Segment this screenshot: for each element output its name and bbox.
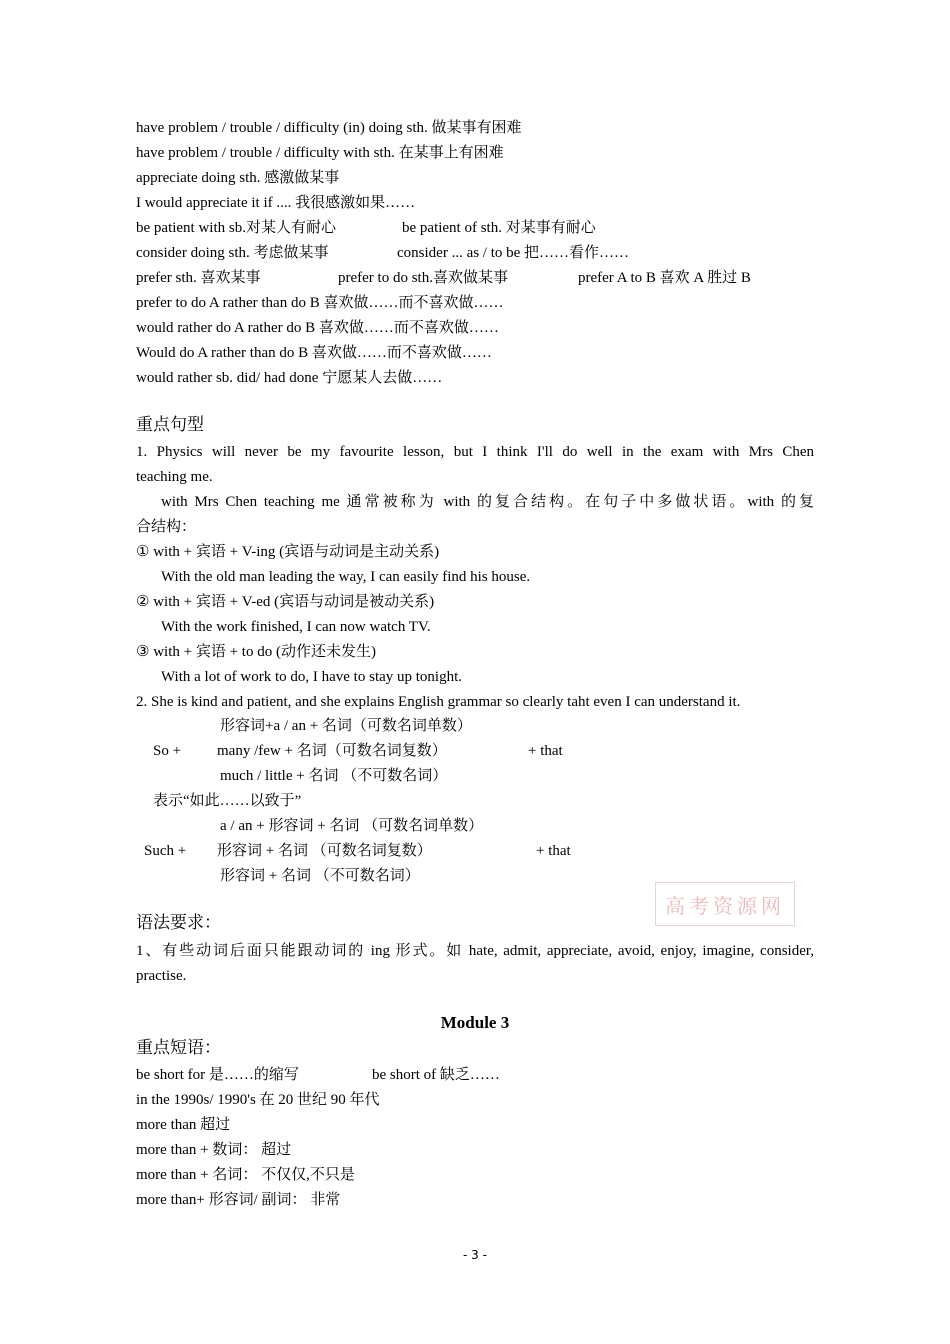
phrase-line: have problem / trouble / difficulty (in) doing sth. 做某事有困难 xyxy=(136,120,522,136)
phrase-line: prefer A to B 喜欢 A 胜过 B xyxy=(578,270,751,286)
phrase-line: in the 1990s/ 1990's 在 20 世纪 90 年代 xyxy=(136,1092,380,1108)
meaning-note: 表示“如此……以致于” xyxy=(153,793,302,809)
phrase-line: more than+ 形容词/ 副词： 非常 xyxy=(136,1192,341,1208)
so-row-2: many /few + 名词（可数名词复数） xyxy=(217,743,447,759)
such-row-2: 形容词 + 名词 （可数名词复数） xyxy=(217,843,432,859)
module-title: Module 3 xyxy=(440,1013,510,1032)
such-label: Such + xyxy=(144,843,187,859)
pattern-3: ③ with + 宾语 + to do (动作还未发生) xyxy=(136,644,376,660)
example-2: With the work finished, I can now watch TV. xyxy=(161,619,431,635)
watermark-stamp: 高考资源网 xyxy=(655,882,795,926)
section-heading-sentences: 重点句型 xyxy=(136,415,204,434)
structure-note-cont: 合结构： xyxy=(136,519,197,535)
phrase-line: Would do A rather than do B 喜欢做……而不喜欢做…… xyxy=(136,345,492,361)
phrase-line: be short for 是……的缩写 xyxy=(136,1067,299,1083)
such-that: + that xyxy=(536,843,571,859)
pattern-2: ② with + 宾语 + V-ed (宾语与动词是被动关系) xyxy=(136,594,435,610)
pattern-1: ① with + 宾语 + V-ing (宾语与动词是主动关系) xyxy=(136,544,440,560)
so-label: So + xyxy=(153,743,182,759)
phrase-line: be patient of sth. 对某事有耐心 xyxy=(402,220,596,236)
example-1: With the old man leading the way, I can easily find his house. xyxy=(161,569,531,585)
phrase-line: appreciate doing sth. 感激做某事 xyxy=(136,170,340,186)
phrase-line: prefer sth. 喜欢某事 xyxy=(136,270,261,286)
example-3: With a lot of work to do, I have to stay up tonight. xyxy=(161,669,463,685)
structure-note: with Mrs Chen teaching me 通常被称为 with 的复合结构。在句子中多做状语。with 的复 xyxy=(161,494,814,510)
phrase-line: have problem / trouble / difficulty with sth. 在某事上有困难 xyxy=(136,145,504,161)
phrase-line: would rather sb. did/ had done 宁愿某人去做…… xyxy=(136,370,443,386)
phrase-line: would rather do A rather do B 喜欢做……而不喜欢做…… xyxy=(136,320,499,336)
such-row-3: 形容词 + 名词 （不可数名词） xyxy=(220,868,420,884)
phrase-line: prefer to do A rather than do B 喜欢做……而不喜欢做…… xyxy=(136,295,504,311)
phrase-line: more than 超过 xyxy=(136,1117,231,1133)
phrase-line: I would appreciate it if .... 我很感激如果…… xyxy=(136,195,416,211)
grammar-rule: 1、有些动词后面只能跟动词的 ing 形式。如 hate, admit, appreciate, avoid, enjoy, imagine, consider, xyxy=(136,943,814,959)
phrase-line: consider doing sth. 考虑做某事 xyxy=(136,245,329,261)
section-heading-grammar: 语法要求： xyxy=(136,913,221,932)
so-that: + that xyxy=(528,743,563,759)
phrase-line: more than + 名词： 不仅仅,不只是 xyxy=(136,1167,355,1183)
phrase-line: prefer to do sth.喜欢做某事 xyxy=(338,270,508,286)
phrase-line: more than + 数词： 超过 xyxy=(136,1142,292,1158)
phrase-line: be short of 缺乏…… xyxy=(372,1067,500,1083)
sentence-2: 2. She is kind and patient, and she explains English grammar so clearly taht even I can understand it. xyxy=(136,694,741,710)
sentence-1-cont: teaching me. xyxy=(136,469,213,485)
phrase-line: consider ... as / to be 把……看作…… xyxy=(397,245,630,261)
sentence-1: 1. Physics will never be my favourite lesson, but I think I'll do well in the exam with Mrs Chen xyxy=(136,444,814,460)
so-row-1: 形容词+a / an + 名词（可数名词单数） xyxy=(220,718,472,734)
such-row-1: a / an + 形容词 + 名词 （可数名词单数） xyxy=(220,818,484,834)
phrase-line: be patient with sb.对某人有耐心 xyxy=(136,220,336,236)
so-row-3: much / little + 名词 （不可数名词） xyxy=(220,768,448,784)
page-number: - 3 - xyxy=(463,1248,487,1262)
grammar-rule-cont: practise. xyxy=(136,968,187,984)
section-heading-phrases: 重点短语： xyxy=(136,1038,221,1057)
